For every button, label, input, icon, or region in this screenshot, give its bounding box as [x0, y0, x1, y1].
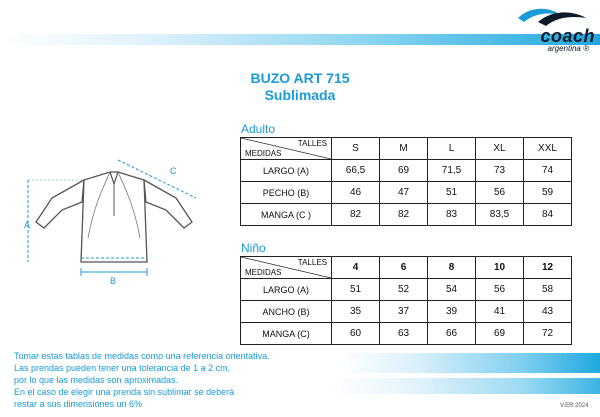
table-cell: 41	[476, 301, 524, 323]
table-cell: 60	[332, 323, 380, 345]
note-line: Tomar estas tablas de medidas como una referencia orientativa.	[14, 351, 270, 361]
note-line: por lo que las medidas son aproximadas.	[14, 375, 179, 385]
table-cell: 74	[524, 160, 572, 182]
table-cell: 72	[524, 323, 572, 345]
table-row	[241, 182, 572, 204]
page-title	[200, 70, 400, 104]
table-row	[241, 160, 572, 182]
row-label: LARGO (A)	[241, 160, 332, 182]
table-cell: 58	[524, 279, 572, 301]
table-cell: 69	[380, 160, 428, 182]
adult-label: Adulto	[241, 122, 276, 136]
table-cell: 63	[380, 323, 428, 345]
table-cell: 84	[524, 204, 572, 226]
table-cell: 82	[380, 204, 428, 226]
table-cell: 73	[476, 160, 524, 182]
table-cell: 43	[524, 301, 572, 323]
note-line: restar a sus dimensiones un 6%	[14, 399, 143, 409]
footer-stripe-secondary	[330, 378, 600, 394]
table-cell: 47	[380, 182, 428, 204]
kids-size-table	[240, 256, 572, 345]
brand-subtitle: argentina ®	[547, 44, 589, 53]
footer-stripe	[340, 353, 600, 373]
row-label: MANGA (C)	[241, 323, 332, 345]
kids-label: Niño	[241, 241, 266, 255]
row-label: MANGA (C )	[241, 204, 332, 226]
row-label: LARGO (A)	[241, 279, 332, 301]
table-row	[241, 204, 572, 226]
size-header: 6	[380, 257, 428, 279]
header-corner	[241, 138, 332, 160]
table-cell: 82	[332, 204, 380, 226]
medidas-label: MEDIDAS	[245, 268, 282, 277]
table-cell: 83	[428, 204, 476, 226]
size-header: XL	[476, 138, 524, 160]
row-label: ANCHO (B)	[241, 301, 332, 323]
table-cell: 59	[524, 182, 572, 204]
table-cell: 51	[428, 182, 476, 204]
table-cell: 66,5	[332, 160, 380, 182]
size-header: XXL	[524, 138, 572, 160]
table-cell: 52	[380, 279, 428, 301]
size-header: S	[332, 138, 380, 160]
table-cell: 71,5	[428, 160, 476, 182]
table-row	[241, 279, 572, 301]
table-cell: 37	[380, 301, 428, 323]
talles-label: TALLES	[297, 139, 327, 148]
table-cell: 56	[476, 182, 524, 204]
size-header: 10	[476, 257, 524, 279]
brand-name: coach	[540, 26, 595, 46]
table-cell: 83,5	[476, 204, 524, 226]
title-line1: BUZO ART 715	[250, 70, 350, 86]
table-header-row	[241, 257, 572, 279]
table-cell: 51	[332, 279, 380, 301]
size-header: 4	[332, 257, 380, 279]
adult-size-table	[240, 137, 572, 226]
size-header: 8	[428, 257, 476, 279]
row-label: PECHO (B)	[241, 182, 332, 204]
note-line: En el caso de elegir una prenda sin sublimar se deberá	[14, 387, 235, 397]
garment-diagram	[14, 150, 214, 290]
version-label: V.ER 2024	[560, 403, 589, 409]
label-a: A	[24, 220, 31, 230]
title-line2: Sublimada	[264, 87, 336, 103]
label-b: B	[110, 276, 117, 286]
table-cell: 66	[428, 323, 476, 345]
table-cell: 56	[476, 279, 524, 301]
table-cell: 35	[332, 301, 380, 323]
size-header: L	[428, 138, 476, 160]
header-corner	[241, 257, 332, 279]
table-header-row	[241, 138, 572, 160]
medidas-label: MEDIDAS	[245, 149, 282, 158]
table-cell: 54	[428, 279, 476, 301]
table-cell: 39	[428, 301, 476, 323]
disclaimer-note	[14, 350, 354, 410]
note-line: Las prendas pueden tener una tolerancia de 1 a 2 cm,	[14, 363, 231, 373]
size-header: 12	[524, 257, 572, 279]
label-c: C	[170, 166, 177, 176]
table-row	[241, 301, 572, 323]
table-row	[241, 323, 572, 345]
talles-label: TALLES	[297, 258, 327, 267]
size-header: M	[380, 138, 428, 160]
table-cell: 69	[476, 323, 524, 345]
table-cell: 46	[332, 182, 380, 204]
